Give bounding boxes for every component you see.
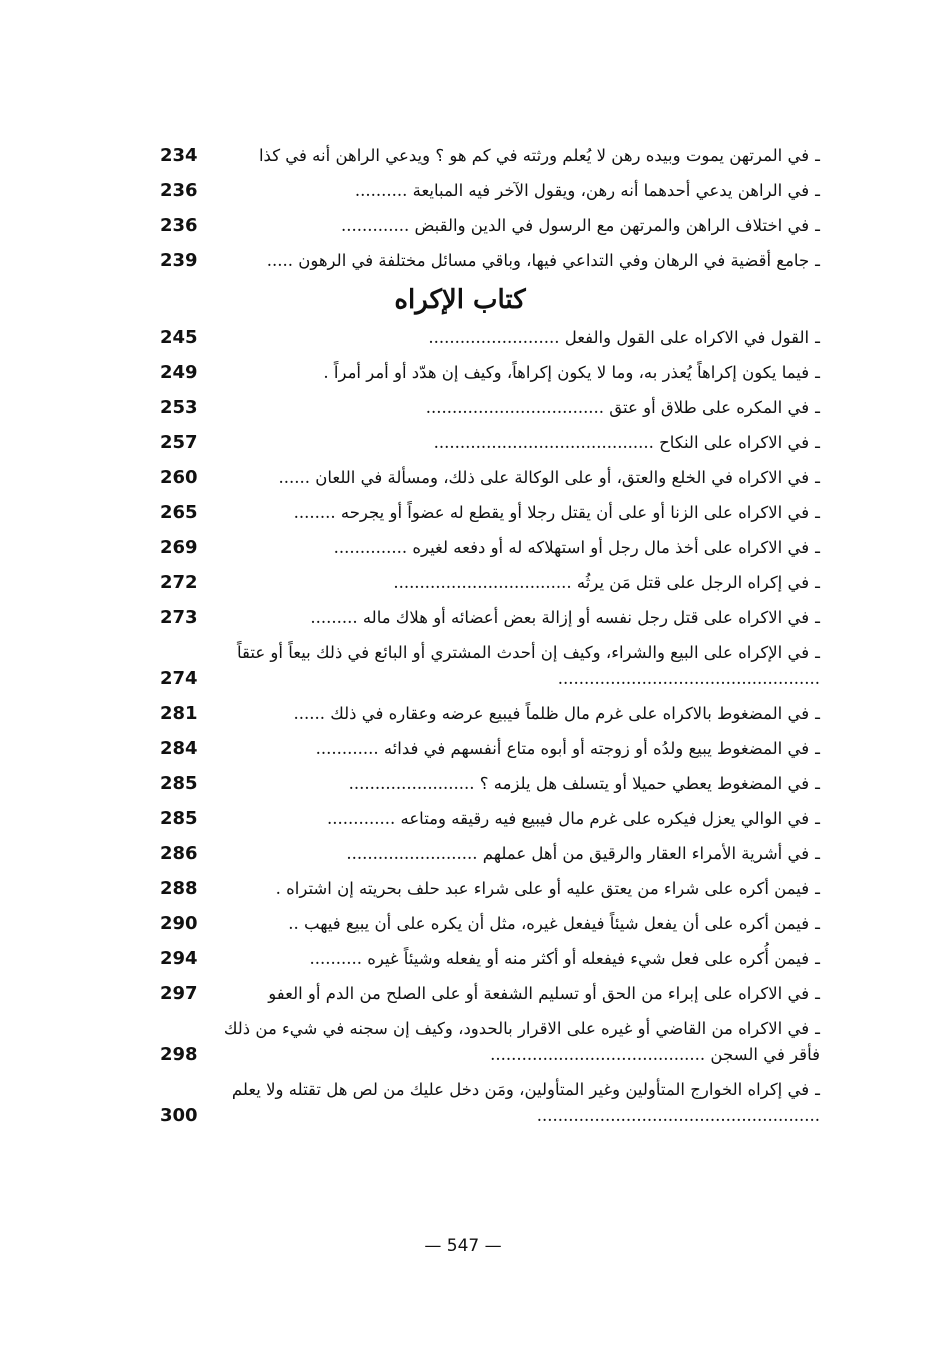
page-number: 274 [160, 668, 198, 689]
entry-dash: ـ [815, 914, 820, 933]
entry-dash: ـ [815, 608, 820, 627]
page-number: 257 [160, 432, 198, 453]
toc-entry [160, 701, 820, 727]
toc-entry [160, 806, 820, 832]
entry-dash: ـ [815, 503, 820, 522]
toc-entry [160, 911, 820, 937]
page-number: 273 [160, 607, 198, 628]
entry-dash: ـ [815, 363, 820, 382]
entry-title: في الاكراه على أخذ مال رجل أو استهلاكه له أو دفعه لغيره .............. [333, 538, 810, 557]
page-number: 236 [160, 215, 198, 236]
entry-title: في المضغوط بالاكراه على غرم مال ظلماً فيبيع عرضه وعقاره في ذلك ...... [293, 704, 810, 723]
entry-dash: ـ [815, 328, 820, 347]
entry-title: في المضغوط يبيع ولدُه أو زوجته أو أبوه متاع أنفسهم في فدائه ............ [315, 739, 810, 758]
toc-entry [160, 500, 820, 526]
entry-title: فيمن أكره على شراء من يعتق عليه أو على شراء عبد حلف بحريته إن اشتراه . [275, 879, 810, 898]
toc-entry [160, 395, 820, 421]
page-footer-number: — 547 — [424, 1236, 502, 1256]
entry-title: في إكراه الرجل على قتل مَن يرثُه .................................. [393, 573, 810, 592]
entry-dash: ـ [815, 573, 820, 592]
entry-title: في المكره على طلاق أو عتق .................................. [425, 398, 810, 417]
entry-title: في المضغوط يعطي حميلا أو يتسلف هل يلزمه ؟ ........................ [348, 774, 810, 793]
page-number: 298 [160, 1044, 198, 1065]
entry-title: في الاكراه على قتل رجل نفسه أو إزالة بعض أعضائه أو هلاك ماله ......... [310, 608, 810, 627]
page-number: 239 [160, 250, 198, 271]
entry-title: في اختلاف الراهن والمرتهن مع الرسول في الدين والقبض ............. [341, 216, 810, 235]
page-number: 269 [160, 537, 198, 558]
entry-dash: ـ [815, 398, 820, 417]
entry-dash: ـ [815, 1080, 820, 1099]
toc-entry [160, 570, 820, 596]
page-number: 245 [160, 327, 198, 348]
entry-dash: ـ [815, 468, 820, 487]
page-number: 234 [160, 145, 198, 166]
entry-title: في الاكراه على إبراء من الحق أو تسليم الشفعة أو على الصلح من الدم أو العفو [268, 984, 810, 1003]
page-number: 249 [160, 362, 198, 383]
entry-dash: ـ [815, 216, 820, 235]
entry-dash: ـ [815, 251, 820, 270]
toc-entry [160, 736, 820, 762]
entry-dash: ـ [815, 949, 820, 968]
toc-entry [160, 1077, 820, 1129]
entry-title: القول في الاكراه على القول والفعل ......................... [428, 328, 810, 347]
page-number: 288 [160, 878, 198, 899]
page-number: 297 [160, 983, 198, 1004]
entry-title: فيمن أُكره على فعل شيء فيفعله أو أكثر منه أو يفعله وشيئاً غيره .......... [309, 949, 810, 968]
toc-entry [160, 981, 820, 1007]
entry-dash: ـ [815, 774, 820, 793]
entry-title: فيمن أكره على أن يفعل شيئاً فيفعل غيره، مثل أن يكره على أن يبيع فيهب .. [288, 914, 810, 933]
entry-title: في أشرية الأمراء العقار والرقيق من أهل عملهم ......................... [346, 844, 810, 863]
entry-dash: ـ [815, 844, 820, 863]
entry-dash: ـ [815, 538, 820, 557]
toc-entry [160, 946, 820, 972]
entry-dash: ـ [815, 146, 820, 165]
page-number: 284 [160, 738, 198, 759]
entry-title: في الاكراه من القاضي أو غيره على الاقرار بالحدود، وكيف إن سجنه في شيء من ذلك فأقر في السجن ......................................... [223, 1019, 820, 1064]
toc-entry [160, 360, 820, 386]
page-number: 281 [160, 703, 198, 724]
entry-dash: ـ [815, 433, 820, 452]
page-number: 265 [160, 502, 198, 523]
entry-dash: ـ [815, 984, 820, 1003]
entry-title: في إكراه الخوارج المتأولين وغير المتأولين، ومَن دخل عليك من لص هل تقتله ولا يعلم ...................................................... [231, 1080, 820, 1125]
entry-dash: ـ [815, 1019, 820, 1038]
toc-entry [160, 640, 820, 692]
toc-entry [160, 605, 820, 631]
section-heading: كتاب الإكراه [394, 285, 526, 315]
entry-title: في الاكراه في الخلع والعتق، أو على الوكالة على ذلك، ومسألة في اللعان ...... [278, 468, 810, 487]
entry-dash: ـ [815, 809, 820, 828]
entry-title: في المرتهن يموت وبيده رهن لا يُعلم ورثته في كم هو ؟ ويدعي الراهن أنه في كذا [258, 146, 810, 165]
entry-title: في الاكراه على الزنا أو على أن يقتل رجلا أو يقطع له عضواً أو يجرحه ........ [293, 503, 810, 522]
entry-title: في الراهن يدعي أحدهما أنه رهن، ويقول الآخر فيه المبايعة .......... [354, 181, 810, 200]
toc-entry [160, 178, 820, 204]
toc-entry [160, 535, 820, 561]
toc-entry [160, 771, 820, 797]
page-number: 272 [160, 572, 198, 593]
page-number: 286 [160, 843, 198, 864]
page-number: 285 [160, 808, 198, 829]
entry-dash: ـ [815, 704, 820, 723]
page-number: 290 [160, 913, 198, 934]
toc-entry [160, 876, 820, 902]
entry-title: فيما يكون إكراهاً يُعذر به، وما لا يكون إكراهاً، وكيف إن هدّد أو أمر أمراً . [323, 363, 810, 382]
page-number: 300 [160, 1105, 198, 1126]
entry-title: في الإكراه على البيع والشراء، وكيف إن أحدث المشتري أو البائع في ذلك بيعاً أو عتقاً .................................................. [236, 643, 820, 688]
page-number: 260 [160, 467, 198, 488]
toc-entry [160, 213, 820, 239]
page-number: 253 [160, 397, 198, 418]
entry-title: في الاكراه على النكاح .......................................... [433, 433, 810, 452]
page-number: 294 [160, 948, 198, 969]
toc-entry [160, 143, 820, 169]
page-number: 285 [160, 773, 198, 794]
toc-entry [160, 1016, 820, 1068]
entry-title: في الوالي يعزل فيكره على غرم مال فيبيع فيه رقيقه ومتاعه ............. [327, 809, 810, 828]
entry-title: جامع أقضية في الرهان وفي التداعي فيها، وباقي مسائل مختلفة في الرهون ..... [266, 251, 810, 270]
entry-dash: ـ [815, 739, 820, 758]
toc-entry [160, 325, 820, 351]
table-of-contents [160, 143, 820, 1138]
page-number: 236 [160, 180, 198, 201]
toc-entry [160, 465, 820, 491]
entry-dash: ـ [815, 181, 820, 200]
entry-dash: ـ [815, 879, 820, 898]
toc-entry [160, 841, 820, 867]
toc-entry [160, 248, 820, 274]
toc-entry [160, 430, 820, 456]
entry-dash: ـ [815, 643, 820, 662]
